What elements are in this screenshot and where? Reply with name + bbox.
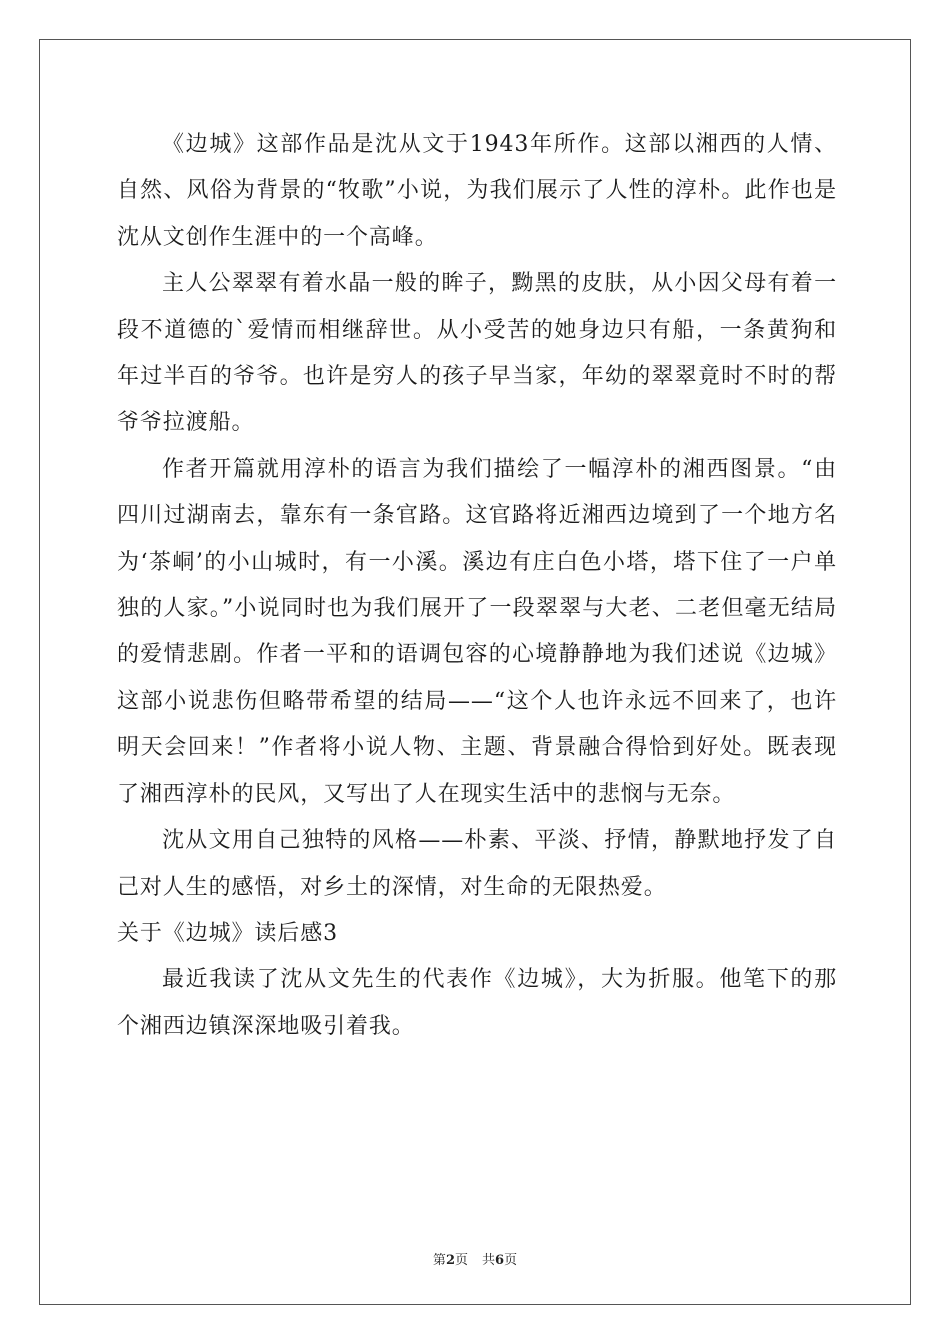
paragraph-section-3: 最近我读了沈从文先生的代表作《边城》，大为折服。他笔下的那个湘西边镇深深地吸引着我。 xyxy=(117,967,837,1039)
page-suffix: 页 xyxy=(454,1253,468,1268)
paragraph-style: 沈从文用自己独特的风格——朴素、平淡、抒情，静默地抒发了自己对人生的感悟，对乡土的深情，对生命的无限热爱。 xyxy=(117,828,837,900)
section-heading: 关于《边城》读后感3 xyxy=(117,920,338,946)
page-footer xyxy=(0,1249,950,1268)
total-prefix: 共 xyxy=(482,1253,496,1268)
paragraph-intro: 《边城》这部作品是沈从文于1943年所作。这部以湘西的人情、自然、风俗为背景的“牧歌”小说，为我们展示了人性的淳朴。此作也是沈从文创作生涯中的一个高峰。 xyxy=(117,132,837,250)
document-body xyxy=(117,122,837,1050)
page-number: 2 xyxy=(445,1253,455,1268)
page-prefix: 第 xyxy=(432,1253,446,1268)
total-pages: 6 xyxy=(495,1253,505,1268)
paragraph-scenery: 作者开篇就用淳朴的语言为我们描绘了一幅淳朴的湘西图景。“由四川过湖南去，靠东有一条官路。这官路将近湘西边境到了一个地方名为‘茶峒’的小山城时，有一小溪。溪边有庄白色小塔，塔下住了一户单独的人家。”小说同时也为我们展开了一段翠翠与大老、二老但毫无结局的爱情悲剧。作者一平和的语调包容的心境静静地为我们述说《边城》这部小说悲伤但略带希望的结局——“这个人也许永远不回来了，也许明天会回来！”作者将小说人物、主题、背景融合得恰到好处。既表现了湘西淳朴的民风，又写出了人在现实生活中的悲悯与无奈。 xyxy=(117,456,837,807)
paragraph-protagonist: 主人公翠翠有着水晶一般的眸子，黝黑的皮肤，从小因父母有着一段不道德的`爱情而相继辞世。从小受苦的她身边只有船，一条黄狗和年过半百的爷爷。也许是穷人的孩子早当家，年幼的翠翠竟时不时的帮爷爷拉渡船。 xyxy=(117,271,837,436)
total-suffix: 页 xyxy=(504,1253,518,1268)
